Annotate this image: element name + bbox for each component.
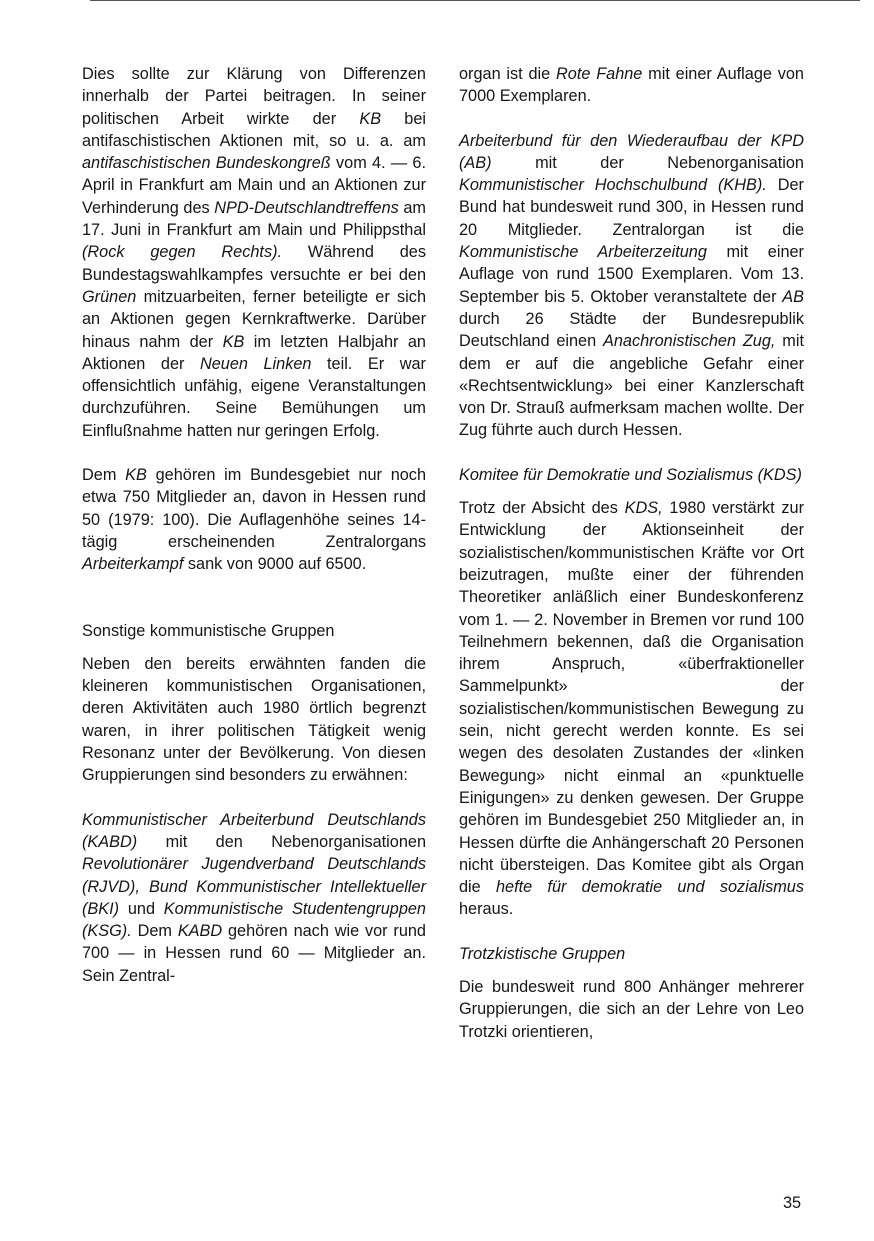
page-number: 35 [783, 1194, 802, 1212]
right-paragraph-2 [459, 130, 804, 442]
left-paragraph-4 [82, 809, 426, 987]
italic-text-run: Grünen [82, 287, 137, 306]
text-run: Neben den bereits erwähnten fanden die kleineren kommunistischen Organisationen, deren Aktivitäten auch 1980 örtlich begrenzt waren, in ihrer politischen Tätigkeit wenig Resonanz unter der Bevölkerung. Von diesen Gruppierungen sind besonders zu erwähnen: [82, 654, 426, 785]
text-run: vom 4. — 6. April in Frankfurt am Main und an Aktionen zur Verhinderung des [82, 154, 426, 217]
left-paragraph-2 [82, 464, 426, 575]
italic-text-run: Kommunistische Studentengruppen (KSG). [82, 899, 426, 941]
italic-text-run: Arbeiterkampf [82, 555, 184, 574]
text-run: Trotz der Absicht des [459, 499, 625, 518]
italic-text-run: antifaschistischen Bundeskongreß [82, 154, 331, 173]
text-run: mit einer Auflage von rund 1500 Exemplaren. Vom 13. September bis 5. Oktober veranstaltete der [459, 243, 804, 306]
section-heading-sonstige: Sonstige kommunistische Gruppen [82, 621, 335, 640]
text-run: Dem [82, 466, 126, 485]
section-heading-kds: Komitee für Demokratie und Sozialismus (KDS) [459, 465, 802, 484]
text-run: sank von 9000 auf 6500. [183, 555, 367, 574]
left-paragraph-1 [82, 63, 426, 442]
left-column [82, 63, 426, 987]
italic-text-run: KB [222, 332, 245, 351]
italic-text-run: Kommunistischer Hochschulbund (KHB). [459, 176, 767, 195]
text-run: Der Bund hat bundesweit rund 300, in Hessen rund 20 Mitglieder. Zentralorgan ist die [459, 176, 804, 239]
text-run: mit einer Auflage von 7000 Exemplaren. [459, 65, 804, 106]
italic-text-run: KABD [177, 922, 223, 941]
right-column [459, 63, 804, 1043]
italic-text-run: KDS, [624, 499, 663, 518]
italic-text-run: Arbeiterbund für den Wiederaufbau der KPD (AB) [459, 131, 804, 172]
text-run: und [119, 899, 164, 918]
text-run: gehören nach wie vor rund 700 — in Hessen rund 60 — Mitglieder an. Sein Zentral- [82, 922, 426, 985]
text-run: heraus. [459, 900, 514, 919]
text-run: Die bundesweit rund 800 Anhänger mehrerer Gruppierungen, die sich an der Lehre von Leo Trotzki orientieren, [459, 977, 804, 1041]
right-paragraph-1 [459, 63, 804, 108]
text-run: durch 26 Städte der Bundesrepublik Deutschland einen [459, 309, 804, 351]
text-run: mit der Nebenorganisation [491, 153, 804, 172]
italic-text-run: Kommunistische Arbeiterzeitung [459, 243, 707, 262]
text-run: bei antifaschistischen Aktionen mit, so u. a. am [82, 109, 426, 150]
text-run: Dem [131, 922, 178, 941]
text-run: gehören im Bundesgebiet nur noch etwa 750 Mitglieder an, davon in Hessen rund 50 (1979: 100). Die Auflagenhöhe seines 14-tägig erscheinenden Zentralorgans [82, 466, 426, 551]
italic-text-run: NPD-Deutschlandtreffens [214, 198, 399, 217]
italic-text-run: KB [359, 109, 382, 128]
italic-text-run: Rote Fahne [556, 65, 643, 83]
italic-text-run: Anachronistischen Zug, [603, 332, 776, 351]
italic-text-run: Neuen Linken [199, 354, 312, 373]
section-heading-trotzkistische: Trotzkistische Gruppen [459, 944, 626, 963]
left-paragraph-3 [82, 653, 426, 787]
text-run: mit den Nebenorganisationen [137, 832, 426, 851]
italic-text-run: Revolutionärer Jugendverband Deutschlands (RJVD), Bund Kommunistischer Intellektueller (BKI) [82, 855, 426, 918]
text-run: mitzuarbeiten, ferner beteiligte er sich an Aktionen gegen Kernkraftwerke. Darüber hinaus nahm der [82, 287, 426, 351]
text-run: mit dem er auf die angebliche Gefahr einer «Rechtsentwicklung» bei einer Kanzlerschaft von Dr. Strauß aufmerksam machen wollte. Der Zug führte auch durch Hessen. [459, 332, 804, 440]
italic-text-run: (Rock gegen Rechts). [82, 243, 283, 262]
right-paragraph-4 [459, 976, 804, 1043]
right-paragraph-3 [459, 497, 804, 921]
text-run: 1980 verstärkt zur Entwicklung der Aktionseinheit der sozialistischen/kommunistischen Kräfte vor Ort beizutragen, mußte einer der führenden Theoretiker anläßlich einer Bundeskonferenz vom 1. — 2. November in Bremen vor rund 100 Teilnehmern bekennen, daß die Organisation ihrem Anspruch, «überfraktioneller Sammelpunkt» der sozialistischen/kommunistischen Bewegung zu sein, nicht gerecht werden konnte. Es sei wegen des desolaten Zustandes der «linken Bewegung» nicht einmal an «punktuelle Einigungen» zu denken gewesen. Der Gruppe gehören im Bundesgebiet 250 Mitglieder an, in Hessen dürfte die Anhängerschaft 20 Personen nicht übersteigen. Das Komitee gibt als Organ die [459, 499, 804, 897]
text-run: Während des Bundestagswahlkampfes versuchte er bei den [82, 243, 426, 284]
italic-text-run: AB [782, 287, 804, 306]
text-run: am 17. Juni in Frankfurt am Main und Philippsthal [82, 198, 426, 240]
italic-text-run: KB [125, 466, 147, 485]
italic-text-run: Kommunistischer Arbeiterbund Deutschlands (KABD) [82, 810, 426, 851]
text-run: Dies sollte zur Klärung von Differenzen innerhalb der Partei beitragen. In seiner politischen Arbeit wirkte der [82, 65, 426, 128]
text-run: organ ist die [459, 65, 557, 83]
text-run: im letzten Halbjahr an Aktionen der [82, 332, 426, 373]
top-rule [90, 0, 860, 1]
italic-text-run: hefte für demokratie und sozialismus [495, 878, 804, 897]
text-run: teil. Er war offensichtlich unfähig, eigene Veranstaltungen durchzuführen. Seine Bemühungen um Einflußnahme hatten nur geringen Erfolg. [82, 354, 426, 440]
